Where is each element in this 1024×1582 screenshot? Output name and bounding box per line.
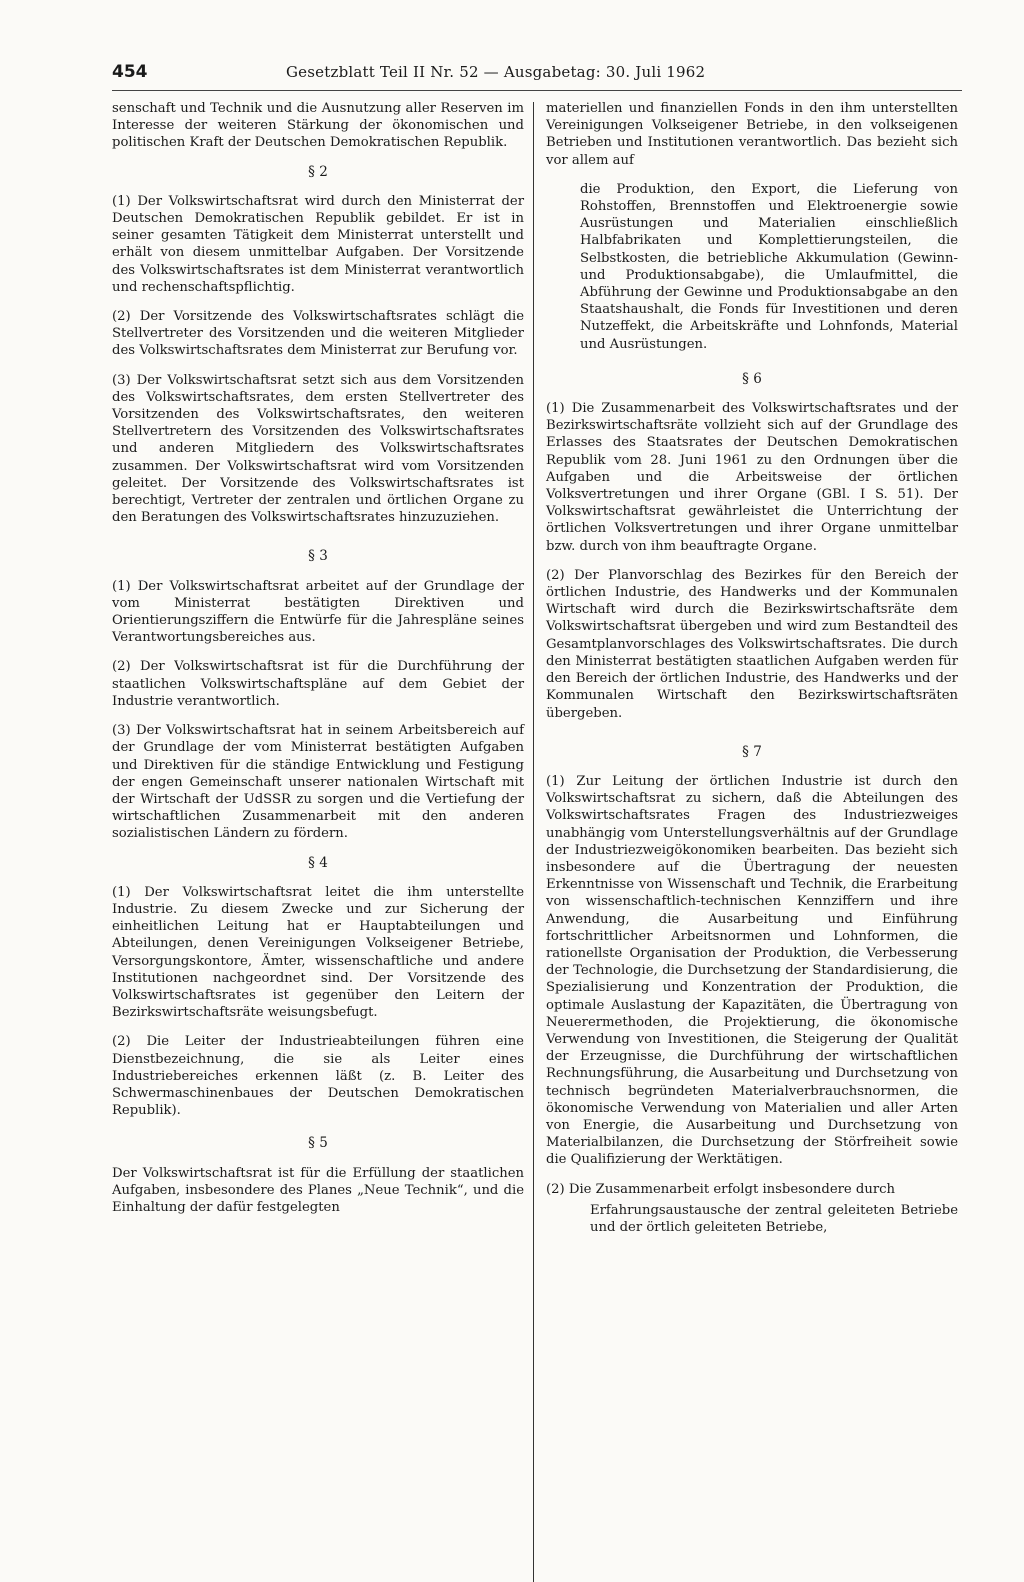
paragraph: (2) Der Planvorschlag des Bezirkes für den Bereich der örtlichen Industrie, des Handwerks und der Kommunalen Wirtschaft wird durch die Bezirkswirtschaftsräte dem Volkswirtschaftsrat übergeben und wird zum Bestandteil des Gesamtplanvorschlages des Volkswirtschaftsrates. Die durch den Ministerrat bestätigten staatlichen Aufgaben werden für den Bereich der örtlichen Industrie, des Handwerks und der Kommunalen Wirtschaft den Bezirkswirtschaftsräten übergeben. [546,567,958,721]
paragraph: (1) Die Zusammenarbeit des Volkswirtschaftsrates und der Bezirkswirtschaftsräte vollzieht sich auf der Grundlage des Erlasses des Staatsrates der Deutschen Demokratischen Republik vom 28. Juni 1961 zu den Ordnungen über die Aufgaben und die Arbeitsweise der örtlichen Volksvertretungen und ihrer Organe (GBl. I S. 51). Der Volkswirtschaftsrat gewährleistet die Unterrichtung der örtlichen Volksvertretungen und ihrer Organe unmittelbar bzw. durch von ihm beauftragte Organe. [546,401,958,554]
paragraph: (1) Der Volkswirtschaftsrat wird durch den Ministerrat der Deutschen Demokratischen Republik gebildet. Er ist in seiner gesamten Tätigkeit dem Ministerrat unterstellt und erhält von diesem unmittelbar Aufgaben. Der Vorsitzende des Volkswirtschaftsrates ist dem Ministerrat verantwortlich und rechenschaftspflichtig. [112,193,524,295]
paragraph: Der Volkswirtschaftsrat ist für die Erfüllung der staatlichen Aufgaben, insbesondere des Planes „Neue Technik“, und die Einhaltung der dafür festgelegten [112,1165,524,1215]
header-rule [112,90,962,91]
left-column [112,100,524,1228]
page-number: 454 [112,62,148,82]
paragraph: (2) Die Leiter der Industrieabteilungen führen eine Dienstbezeichnung, die sie als Leiter eines Industriebereiches erkennen läßt (z. B. Leiter des Schwermaschinenbaues der Deutschen Demokratischen Republik). [112,1034,524,1119]
paragraph: (2) Die Zusammenarbeit erfolgt insbesondere durch [546,1181,896,1197]
paragraph: (2) Der Volkswirtschaftsrat ist für die Durchführung der staatlichen Volkswirtschaftspläne auf dem Gebiet der Industrie verantwortlich. [112,659,524,709]
section-heading-3: § 3 [308,548,328,565]
section-heading-2: § 2 [308,163,328,180]
paragraph-list-item: Erfahrungsaustausche der zentral geleiteten Betriebe und der örtlich geleiteten Betriebe, [590,1202,958,1235]
paragraph: (3) Der Volkswirtschaftsrat hat in seinem Arbeitsbereich auf der Grundlage der vom Ministerrat bestätigten Aufgaben und Direktiven für die ständige Entwicklung und Festigung der engen Gemeinschaft unserer nationalen Wirtschaft mit der Wirtschaft der UdSSR zu sorgen und die Vertiefung der wirtschaftlichen Zusammenarbeit mit den anderen sozialistischen Ländern zu fördern. [112,723,524,842]
paragraph: (1) Der Volkswirtschaftsrat arbeitet auf der Grundlage der vom Ministerrat bestätigten Direktiven und Orientierungsziffern die Entwürfe für die Jahrespläne seines Verantwortungsbereiches aus. [112,578,524,646]
paragraph-continued: materiellen und finanziellen Fonds in den ihm unterstellten Vereinigungen Volkseigener Betriebe, in den volkseigenen Betrieben und Institutionen verantwortlich. Das bezieht sich vor allem auf [546,101,958,168]
section-heading-7: § 7 [742,743,762,760]
column-divider [533,102,534,1582]
paragraph-list: die Produktion, den Export, die Lieferung von Rohstoffen, Brennstoffen und Elektroenergie sowie Ausrüstungen und Materialien einschließlich Halbfabrikaten und Komplettierungsteilen, die Selbstkosten, die betriebliche Akkumulation (Gewinn- und Produktionsabgabe), die Umlaufmittel, die Abführung der Gewinne und Produktionsabgabe an den Staatshaushalt, die Fonds für Investitionen und deren Nutzeffekt, die Arbeitskräfte und Lohnfonds, Material und Ausrüstungen. [580,181,958,352]
section-heading-4: § 4 [308,854,328,871]
right-column [546,100,958,1248]
paragraph: (1) Zur Leitung der örtlichen Industrie ist durch den Volkswirtschaftsrat zu sichern, daß die Abteilungen des Volkswirtschaftsrates Fragen des Industriezweiges unabhängig vom Unterstellungsverhältnis auf der Grundlage der Industriezweigökonomiken bearbeiten. Das bezieht sich insbesondere auf die Übertragung der neuesten Erkenntnisse von Wissenschaft und Technik, die Erarbeitung von wissenschaftlich-technischen Kennziffern und ihre Anwendung, die Ausarbeitung und Einführung fortschrittlicher Arbeitsnormen und Lohnformen, die rationellste Organisation der Produktion, die Verbesserung der Technologie, die Durchsetzung der Standardisierung, die Spezialisierung und Konzentration der Produktion, die optimale Auslastung der Kapazitäten, die Übertragung von Neuerermethoden, die Projektierung, die ökonomische Verwendung von Investitionen, die Steigerung der Qualität der Erzeugnisse, die Durchführung der wirtschaftlichen Rechnungsführung, die Ausarbeitung und Durchsetzung von technisch begründeten Materialverbrauchsnormen, die ökonomische Verwendung von Materialien und aller Arten von Energie, die Ausarbeitung und Durchsetzung von Materialbilanzen, die Durchsetzung der Störfreiheit sowie die Qualifizierung der Werktätigen. [546,773,958,1168]
header-title: Gesetzblatt Teil II Nr. 52 — Ausgabetag: 30. Juli 1962 [286,63,706,81]
paragraph: (3) Der Volkswirtschaftsrat setzt sich aus dem Vorsitzenden des Volkswirtschaftsrates, dem ersten Stellvertreter des Vorsitzenden des Volkswirtschaftsrates, den weiteren Stellvertretern des Vorsitzenden des Volkswirtschaftsrates und anderen Mitgliedern des Volkswirtschaftsrates zusammen. Der Volkswirtschaftsrat wird vom Vorsitzenden geleitet. Der Vorsitzende des Volkswirtschaftsrates ist berechtigt, Vertreter der zentralen und örtlichen Organe zu den Beratungen des Volkswirtschaftsrates hinzuzuziehen. [112,372,524,526]
page-header [112,62,962,88]
section-heading-5: § 5 [308,1135,328,1152]
paragraph: (1) Der Volkswirtschaftsrat leitet die ihm unterstellte Industrie. Zu diesem Zwecke und zur Sicherung der einheitlichen Leitung hat er Hauptabteilungen und Abteilungen, denen Vereinigungen Volkseigener Betriebe, Versorgungskontore, Ämter, wissenschaftliche und andere Institutionen nachgeordnet sind. Der Vorsitzende des Volkswirtschaftsrates ist gegenüber den Leitern der Bezirkswirtschaftsräte weisungsbefugt. [112,884,524,1021]
paragraph: (2) Der Vorsitzende des Volkswirtschaftsrates schlägt die Stellvertreter des Vorsitzenden und die weiteren Mitglieder des Volkswirtschaftsrates dem Ministerrat zur Berufung vor. [112,309,524,359]
paragraph-intro: senschaft und Technik und die Ausnutzung aller Reserven im Interesse der weiteren Stärkung der ökonomischen und politischen Kraft der Deutschen Demokratischen Republik. [112,101,524,151]
section-heading-6: § 6 [742,370,762,387]
